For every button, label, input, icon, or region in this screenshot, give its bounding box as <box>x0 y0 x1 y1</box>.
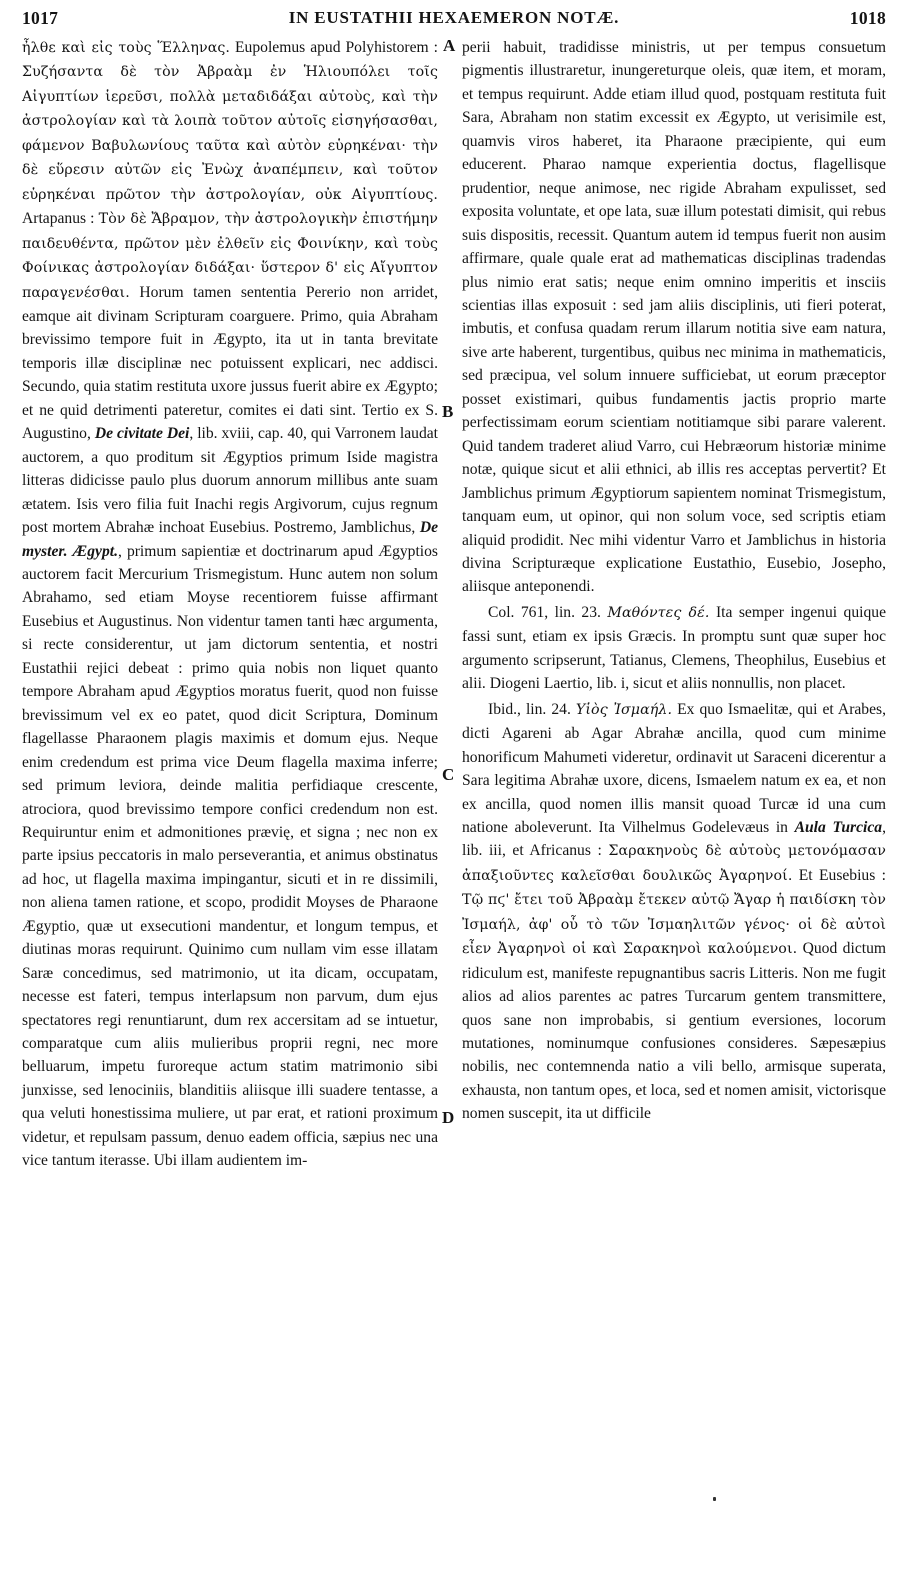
text-run: Ita semper ingenui quique fassi sunt, etiam ex ipsis Græcis. In promptu sunt quæ super hoc argumento scripserunt, Tatianus, Clemens, Theophilus, Eusebius et alii. Diogeni Laertio, lib. i, sicut et aliis nonnullis, non placet. <box>462 603 886 693</box>
left-column <box>22 36 438 1173</box>
margin-letter-d: D <box>442 1108 455 1127</box>
work-title: De myster. Ægypt. <box>22 519 438 560</box>
greek-quote: Τὸν δὲ Ἄβραμον, τὴν ἀστρολογικὴν ἐπιστήμην παιδευθέντα, πρῶτον μὲν ἐλθεῖν εἰς Φοινίκην, καὶ τοὺς Φοίνικας ἀστρολογίαν διδάξαι· ὕστερον δ' εἰς Αἴγυπτον παραγενέσθαι. <box>22 211 439 301</box>
text-run: Et Eusebius : <box>792 866 886 884</box>
text-run: , lib. xviii, cap. 40, qui Varronem laudat auctorem, a quo proditum sit Ægyptios primum Iside magistra litteras didicisse paulo plus duorum annorum millibus ante suam ætatem. Isis vero filia fuit Inachi regis Argivorum, cujus regnum post mortem Abrahæ inchoat Eusebius. Postremo, Jamblichus, <box>22 425 439 537</box>
text-run: , lib. iii, et Africanus : <box>462 818 887 860</box>
running-head <box>22 8 886 34</box>
greek-quote: Τῷ πϛ' ἔτει τοῦ Ἀβραὰμ ἔτεκεν αὐτῷ Ἄγαρ ἡ παιδίσκη τὸν Ἰσμαήλ, ἀφ' οὗ τὸ τῶν Ἰσμαηλιτῶν γένος· οἱ δὲ αὐτοὶ εἶεν Ἀγαρηνοὶ οἱ καὶ Σαρακηνοὶ καλούμενοι. <box>462 892 886 958</box>
text-run: Ibid., lin. 24. <box>488 700 576 718</box>
text-run: , primum sapientiæ et doctrinarum apud Ægyptios auctorem facit Mercurium Trismegistum. Hunc autem non solum Abrahamo, sed etiam Moyse recentiorem fuisse affirmant Eusebius et Augustinus. Non videntur tamen tanti hæc argumenta, si recte considerentur, ut jam dictorum sententia, et nostri Eustathii rejici debeat : primo quia nobis non liquet quanto tempore Abraham apud Ægyptios moratus fuerit, quod non fuisse brevissimum vel ex eo patet, quod dicit Scriptura, Dominum flagellasse Pharaonem plagis maximis et domum ejus. Neque enim credendum est prima vice Deum flagella maxima inferre; sed primum leviora, deinde malitia perfidiaque crescente, atrociora, quod brevissimo tempore confici credendum non est. Requiruntur enim et admonitiones prævię, et signa ; nec non ex parte ipsius peccatoris in malo perseverantia, et animus obstinatus ad hoc, ut flagella maxima impingantur, sicuti et in re dissimili, non aliena tamen ratione, et scopo, prodidit Moyses de Pharaone Ægyptio, quæ ut exsecutioni mandentur, et longum tempus, et diutinas moras requirunt. Quinimo cum nullam vim esse illatam Saræ concedimus, sed matrimonio, ut ita dicam, occupatam, necesse est fateri, tempus interlapsum non parvum, dum ejus spectatores regi renuntiarunt, dum rex accersitam ad se intuetur, comparatque cum aliis mulieribus proprii regni, nec more belluarum, impetu furoreque actum statim matrimonio sibi junxisse, sed lenociniis, blanditiis aliisque illi suadere tentasse, a qua veluti honestissima muliere, ut par erat, et rationi proximum videtur, et repulsam passum, denuo eadem officia, sæpius nec una vice tantum iterasse. Ubi illam audientem im- <box>22 542 439 1170</box>
margin-letter-c: C <box>442 765 455 784</box>
greek-lemma: Υἱὸς Ἰσμαήλ. <box>575 701 673 718</box>
text-run: Artapanus : <box>22 210 99 228</box>
greek-quote: Σαρακηνοὺς δὲ αὐτοὺς μετονόμασαν ἀπαξιοῦντες καλεῖσθαι δουλικῶς Ἀγαρηνοί. <box>462 843 886 884</box>
text-run: Horum tamen sententia Pererio non arridet, eamque ait divinam Scripturam coarguere. Primo, quia Abraham brevissimo tempore fuit in Ægypto, ita ut in tanta brevitate temporis illæ disciplinæ nec potuissent explicari, nec addisci. Secundo, quia statim restituta uxore jussus fuerit abire ex Ægypto; et ne quid detrimenti pateretur, comites ei dati sint. Tertio ex S. Augustino, <box>22 283 438 443</box>
text-run: Quod dictum ridiculum est, manifeste repugnantibus sacris Litteris. Non me fugit alios ad alios parentes ac patres Turcarum gentem transmittere, quos sane non improbabis, si gentium eversiones, locorum mutationes, nominumque confusiones consideres. Sæpesæpius nobilis, nec contemnenda natio a vili bello, armisque superata, exhausta, non tantum opes, et loca, sed et nomen amisit, victorisque nomen suscepit, ita ut difficile <box>462 940 886 1123</box>
text-run: perii habuit, tradidisse ministris, ut per tempus consuetum pigmentis illustraretur, inungereturque oleis, quæ item, et moram, et tempus requirunt. Adde etiam illud quod, postquam restituta fuit Sara, Abraham non statim excessit ex Ægypto, ut verisimile est, quamvis viros haberet, ita Pharaone præcipiente, qui eum educerent. Pharao namque experientia doctus, flagellisque prudentior, neque animose, nec rigide Abraham expulisset, sed exposita voluntate, et ope lata, suæ illum potestati dimisit, qui rebus suis dispositis, recessit. Quantum autem id tempus fuerit non ausim affirmare, quale quale erat ad mathematicas disciplinas tradendas plus nimio erat satis; neque enim omnino imperitis et insciis scientias illas exposuit : sed jam aliis disciplinis, uti fieri poterat, imbutis, et confusa quadam rerum illarum notitia sive eam natura, sive arte haberent, turgentibus, quibus nec minima in mathematicis, sed præcipua, vel solum innuere sufficiebat, ut eorum præceptor posset existimari, quibus fundamentis jactis proprio marte perfectissimam eorum scientiam notitiamque sibi parare valerent. Quid tandem traderet aliud Varro, cui Hebræorum historiæ minime notæ, quique sicut et alii ethnici, ab illis res acceptas pervertit? Et Jamblichus primum Ægyptiorum sapientem nominat Trismegistum, tanquam eum, ut opinor, qui non solum voce, sed scriptis etiam aliquid prodidit. Nec mihi videntur Varro et Jamblichus in historia divina Scripturæque explicatione Eustathio, Eusebio, Josepho, aliisque anteponendi. <box>462 39 887 596</box>
left-paragraph <box>22 36 438 1173</box>
margin-letter-a: A <box>443 36 456 55</box>
running-title: IN EUSTATHII HEXAEMERON NOTÆ. <box>288 8 620 27</box>
work-title: De civitate Dei <box>94 425 190 443</box>
right-paragraph <box>462 698 886 1126</box>
column-number-left: 1017 <box>22 8 59 28</box>
greek-quote: Συζήσαντα δὲ τὸν Ἀβραὰμ ἐν Ἡλιουπόλει τοῖς Αἰγυπτίων ἱερεῦσι, πολλὰ μεταδιδάξαι αὐτοὺς, καὶ τὴν ἀστρολογίαν καὶ τὰ λοιπὰ τοῦτον αὐτοῖς εἰσηγήσασθαι, φάμενον Βαβυλωνίους ταῦτα καὶ αὐτὸν εὑρηκέναι· τὴν δὲ εὕρεσιν αὐτῶν εἰς Ἐνὼχ ἀναπέμπειν, καὶ τοῦτον εὑρηκέναι πρῶτον τὴν ἀστρολογίαν, οὐκ Αἰγυπτίους. <box>22 64 438 203</box>
text-run: Ex quo Ismaelitæ, qui et Arabes, dicti Agareni ab Agar Abrahæ ancilla, quod cum minime honorificum Mahumeti videretur, ordinavit ut Saraceni dicerentur a Sara legitima Abrahæ uxore, dicens, Ismaelem natum ex ea, et non ex ancilla, quod nomen illis mansit quoad Turcæ id una cum natione aboleverunt. Ita Vilhelmus Godelevæus in <box>462 700 886 836</box>
text-run: Eupolemus apud Polyhistorem : <box>230 39 438 56</box>
greek-quote: ἦλθε καὶ εἰς τοὺς Ἕλληνας. <box>22 40 231 56</box>
work-title: Aula Turcica <box>794 818 883 836</box>
right-paragraph <box>462 601 886 696</box>
ink-speck <box>713 1497 716 1501</box>
margin-letter-b: B <box>442 402 454 421</box>
right-column <box>462 36 886 1126</box>
greek-lemma: Μαθόντες δέ. <box>607 604 710 621</box>
text-run: Col. 761, lin. 23. <box>488 603 608 621</box>
right-paragraph <box>462 36 886 599</box>
column-number-right: 1018 <box>849 8 886 28</box>
